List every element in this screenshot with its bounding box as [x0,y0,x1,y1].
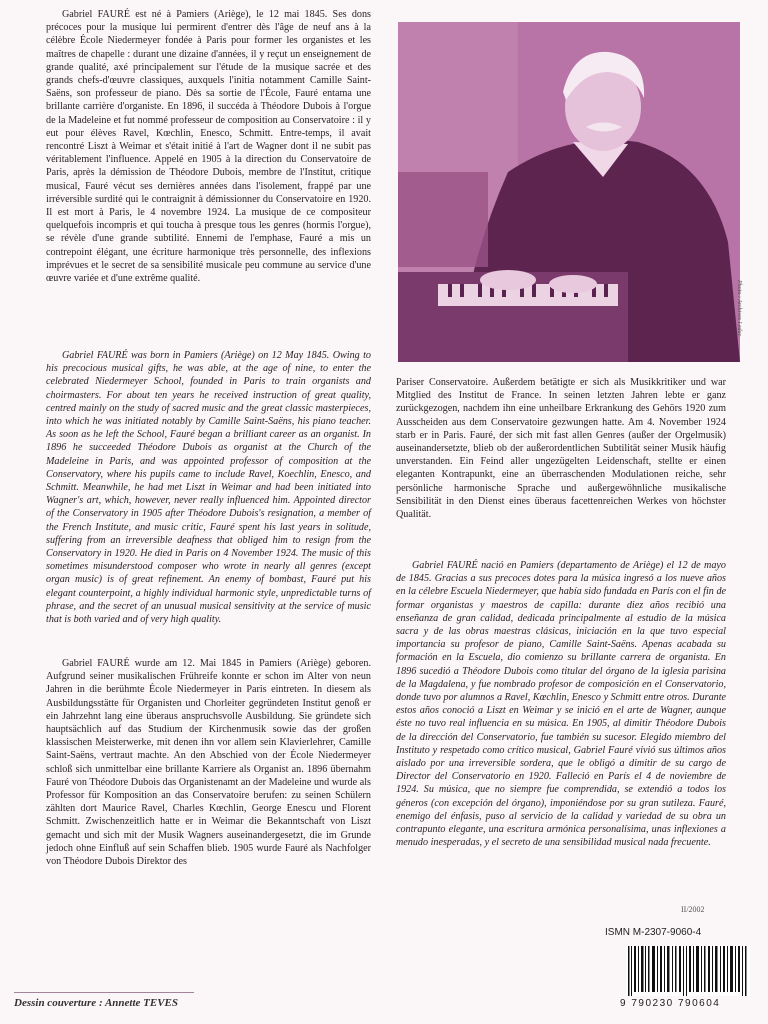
ismn-number: ISMN M-2307-9060-4 [605,927,702,938]
date-code: II/2002 [681,905,705,914]
de-paragraph: Gabriel FAURÉ wurde am 12. Mai 1845 in Pamiers (Ariège) geboren. Aufgrund seiner musikalischen Frühreife konnte er schon im Alter von neun Jahren in die berühmte École Niedermeyer in Paris eintreten. In diesem als Ausbildungsstätte für Organisten und Chorleiter gegründeten Institut genoß er ein Jahrzehnt lang eine überaus anspruchsvolle Ausbildung. Sie gründete sich hauptsächlich auf das Studium der Kirchenmusik sowie das der großen klassischen Meisterwerke, mit denen ihn vor allem sein Klavierlehrer, Camille Saint-Saëns, vertraut machte. An den Abschied von der École Niedermeyer schloß sich unmittelbar eine brillante Karriere als Organist an. 1896 übernahm Fauré von Théodore Dubois das Organistenamt an der Madeleine und wurde als Professor für Komposition an das Conservatoire berufen: zu seinen Schülern zählten dort Maurice Ravel, Charles Kœchlin, George Enescu und Florent Schmitt. Zwischenzeitlich hatte er in Weimar die Bekanntschaft von Liszt gemacht und sich mit der Musik Wagners auseinandergesetzt, die im Grunde jedoch ohne Einfluß auf sein Schaffen blieb. 1905 wurde Fauré als Nachfolger von Théodore Dubois Direktor des [46,658,371,868]
barcode-number: 9 790230 790604 [620,998,721,1009]
german-biography-continued [396,376,726,535]
es-paragraph: Gabriel FAURÉ nació en Pamiers (departamento de Ariège) el 12 de mayo de 1845. Gracias a sus precoces dotes para la música ingresó a los nueve años en la célebre Escuela Niedermeyer, que había sido fundada en París con el fin de formar organistas y maestros de capilla: durante diez años recibió una enseñanza de gran calidad, dedicada principalmente al estudio de la música sacra y de las obras maestras clásicas, iniciación en la que tuvo especial importancia su profesor de piano, Camille Saint-Saëns. Apenas acabada su formación en la Escuela, dio comienzo su brillante carrera de organista. En 1896 sucedió a Théodore Dubois como titular del órgano de la iglesia parisina de la Magdalena, y fue nombrado profesor de composición en el Conservatorio, donde tuvo por alumnos a Ravel, Kœchlin, Enesco y Schmitt entre otros. Durante estos años conoció a Liszt en Weimar y se inició en el arte de Wagner, aunque éste no tuvo real influencia en su música. En 1905, al dimitir Théodore Dubois de la dirección del Conservatorio, fue también su sucesor. Elegido miembro del Instituto y respetado como crítico musical, Gabriel Fauré vivió sus últimos años aislado por una irreversible sordera, que le obligó a dimitir de su cargo de Director del Conservatorio en 1920. Falleció en París el 4 de noviembre de 1924. Su música, que no siempre fue comprendida, se extendió a todos los géneros (con excepción del órgano), imponiéndose por su gran sutileza. Fauré, enemigo del énfasis, puso al servicio de la calidad y variedad de su obra un contrapunto elegante, una escritura armónica personalísima, unas inflexiones a menudo inesperadas, y el secreto de una sensibilidad musical nada frecuente. [396,560,726,849]
portrait-figure [398,22,740,362]
barcode-bars [626,946,750,996]
photo-credit: Photo : Archives Leduc [736,280,742,337]
de-continued-paragraph: Pariser Conservatoire. Außerdem betätigte er sich als Musikkritiker und war Mitglied des Institut de France. In seinen letzten Jahren lebte er ganz zurückgezogen, nachdem ihn eine unheilbare Erkrankung des Gehörs 1920 zum Ausscheiden aus dem Conservatoire gezwungen hatte. Am 4. November 1924 starb er in Paris. Fauré, der sich mit fast allen Genres (außer der Orgelmusik) auseinandersetzte, blieb ob der außerordentlichen Subtilität seiner Musik häufig unverstanden. Ein Feind aller ungezügelten Leidenschaft, stellte er einen eleganten Kontrapunkt, eine an überraschenden Modulationen reiche, sehr persönliche harmonische Sprache und außergewöhnliche musikalische Sensibilität in den Dienst eines überaus facettenreichen Werkes von höchster Qualität. [396,377,726,521]
german-biography [46,657,371,882]
barcode [626,946,750,996]
en-paragraph: Gabriel FAURÉ was born in Pamiers (Ariège) on 12 May 1845. Owing to his precocious musical gifts, he was able, at the age of nine, to enter the celebrated Niedermeyer School, founded in Paris to train organists and choirmasters. For about ten years he received instruction of great quality, centred mainly on the study of sacred music and the great classic masterpieces, into which he was initiated notably by Camille Saint-Saëns, his piano teacher. As soon as he left the School, Fauré began a brilliant career as an organist. In 1896 he succeeded Théodore Dubois as organist at the Church of the Madeleine in Paris, and was appointed professor of composition at the Conservatory, where his pupils came to include Ravel, Koechlin, Enesco, and Schmitt. Meanwhile, he had met Liszt in Weimar and had been initiated into Wagner's art, which, however, never really influenced him. Appointed director of the Conservatory in 1905 after Théodore Dubois's resignation, a member of the French Institute, and music critic, Fauré spent his last years in solitude, suffering from an irreversible deafness that obliged him to resign from the Conservatory in 1920. He died in Paris on 4 November 1924. The music of this sometimes misunderstood composer who wrote in nearly all genres (except organ music) is of great refinement. An enemy of bombast, Fauré put his elegant counterpoint, a highly individual harmonic style, unpredictable turns of phrase, and the secret of an unusual musical sensitivity at the service of music that is both varied and of very high quality. [46,350,371,626]
divider-line [14,992,194,993]
fr-paragraph: Gabriel FAURÉ est né à Pamiers (Ariège), le 12 mai 1845. Ses dons précoces pour la musique lui permirent d'entrer dès l'âge de neuf ans à la célèbre École Niedermeyer fondée à Paris pour former les organistes et les maîtres de chapelle : durant une dizaine d'années, il y reçut un enseignement de grande qualité, axé principalement sur l'étude de la musique sacrée et des grands chefs-d'œuvre classiques, auxquels l'initia notamment Camille Saint-Saëns, son professeur de piano. Dès sa sortie de l'École, Fauré entama une brillante carrière d'organiste. En 1896, il succéda à Théodore Dubois à l'orgue de la Madeleine et fut nommé professeur de composition au Conservatoire : il y eut pour élèves Ravel, Kœchlin, Enesco, Schmitt. Entre-temps, il avait rencontré Liszt à Weimar et s'était initié à l'art de Wagner dont il ne subit pas véritablement l'influence. Appelé en 1905 à la direction du Conservatoire de Paris, après la démission de Théodore Dubois, membre de l'Institut, critique musical, Fauré vécut ses dernières années dans l'isolement, frappé par une irréversible surdité qui le contraignit à démissionner du Conservatoire en 1920. Il est mort à Paris, le 4 novembre 1924. La musique de ce compositeur quelquefois incompris et qui toucha à presque tous les genres (hormis l'orgue), se révèle d'une grande subtilité. Ennemi de l'emphase, Fauré a mis un contrepoint élégant, une écriture harmonique très personnelle, des inflexions imprévues et le secret de sa sensibilité musicale peu commune au service d'une œuvre variée et d'une extrême qualité. [46,9,371,285]
portrait-photo [398,22,740,362]
french-biography [46,8,371,299]
english-biography [46,349,371,640]
spanish-biography [396,559,726,863]
cover-credit: Dessin couverture : Annette TEVES [14,997,178,1009]
